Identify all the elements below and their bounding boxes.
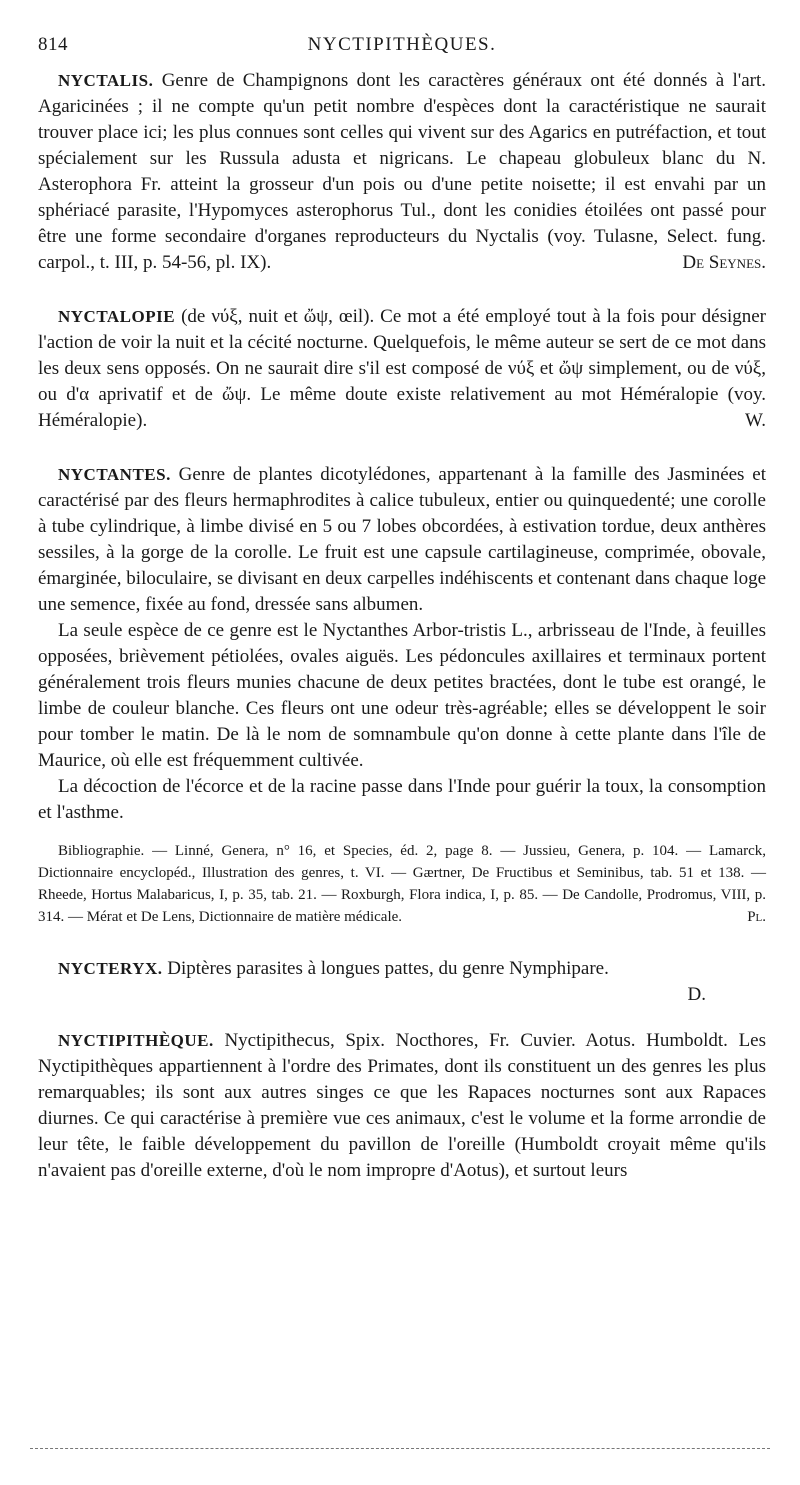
entry-text-nyctalis: Genre de Champignons dont les caractères généraux ont été donnés à l'art. Agaricinées ; il ne compte qu'un petit nombre d'espèces dont la caractéristique ne saurait trouver place ici; les plus connues sont celles qui vivent sur des Agarics en putréfaction, et tout spécialement sur les Russula adusta et nigricans. Le chapeau globuleux blanc du N. Asterophora Fr. atteint la grosseur d'un pois ou d'une petite noisette; il est envahi par un sphériacé parasite, l'Hypomyces asterophorus Tul., dont les conidies étoilées ont passé pour être une forme secondaire d'organes reproducteurs du Nyctalis (voy. Tulasne, Select. fung. carpol., t. III, p. 54-56, pl. IX). bbox=[38, 70, 766, 273]
headword-nyctipitheque: NYCTIPITHÈQUE. bbox=[58, 1031, 214, 1050]
footer-dotted-rule bbox=[30, 1448, 770, 1449]
headword-nyctalopie: NYCTALOPIE bbox=[58, 307, 176, 326]
running-title: NYCTIPITHÈQUES. bbox=[307, 34, 497, 55]
page-header bbox=[38, 30, 766, 60]
entry-nyctantes bbox=[38, 462, 766, 928]
entry-text-nyctalopie: (de νύξ, nuit et ὤψ, œil). Ce mot a été employé tout à la fois pour désigner l'action de voir la nuit et la cécité nocturne. Quelquefois, le même auteur se sert de ce mot dans les deux sens opposés. On ne saurait dire s'il est composé de νύξ et ὤψ simplement, ou de νύξ, ou d'α aprivatif et de ὤψ. Le même doute existe relativement au mot Héméralopie (voy. Héméralopie). bbox=[38, 306, 766, 431]
signature-nycteryx: D. bbox=[687, 984, 706, 1005]
entry-nycteryx bbox=[38, 956, 766, 1008]
signature-nyctantes: Pl. bbox=[747, 909, 766, 925]
entry-text-nyctipitheque: Nyctipithecus, Spix. Nocthores, Fr. Cuvier. Aotus. Humboldt. Les Nyctipithèques appartiennent à l'ordre des Primates, dont ils constituent un des genres les plus remarquables; ils sont aux autres singes ce que les Rapaces nocturnes sont aux Rapaces diurnes. Ce qui caractérise à première vue ces animaux, c'est le volume et la forme arrondie de leur tête, le faible développement du pavillon de l'oreille (Humboldt croyait même qu'ils n'avaient pas d'oreille externe, d'où le nom impropre d'Aotus), et surtout leurs bbox=[38, 1030, 767, 1181]
headword-nyctantes: NYCTANTES. bbox=[58, 465, 171, 484]
headword-nyctalis: NYCTALIS. bbox=[58, 71, 154, 90]
entry-nyctalis bbox=[38, 68, 766, 276]
entry-nyctalopie bbox=[38, 304, 766, 434]
page-number: 814 bbox=[38, 34, 68, 55]
signature-nyctalis: De Seynes. bbox=[682, 252, 766, 273]
signature-nyctalopie: W. bbox=[745, 410, 766, 431]
entry-nyctipitheque bbox=[38, 1028, 766, 1184]
entry-paragraph-nyctantes-3: La décoction de l'écorce et de la racine passe dans l'Inde pour guérir la toux, la consomption et l'asthme. bbox=[38, 776, 766, 823]
bibliography-nyctantes: Bibliographie. — Linné, Genera, n° 16, et Species, éd. 2, page 8. — Jussieu, Genera, p. 104. — Lamarck, Dictionnaire encyclopéd., Illustration des genres, t. VI. — Gærtner, De Fructibus et Seminibus, tab. 51 et 138. — Rheede, Hortus Malabaricus, I, p. 35, tab. 21. — Roxburgh, Flora indica, I, p. 85. — De Candolle, Prodromus, VIII, p. 314. — Mérat et De Lens, Dictionnaire de matière médicale. bbox=[38, 843, 766, 925]
page bbox=[38, 30, 766, 1184]
entry-text-nyctantes: Genre de plantes dicotylédones, appartenant à la famille des Jasminées et caractérisé par des fleurs hermaphrodites à calice tubuleux, entier ou quinquedenté; une corolle à tube cylindrique, à limbe divisé en 5 ou 7 lobes obcordées, à estivation tordue, deux anthères sessiles, à la gorge de la corolle. Le fruit est une capsule cartilagineuse, comprimée, obovale, émarginée, biloculaire, se divisant en deux carpelles indéhiscents et contenant dans chaque loge une semence, fixée au fond, dressée sans albumen. bbox=[38, 464, 766, 615]
headword-nycteryx: NYCTERYX. bbox=[58, 959, 163, 978]
entry-paragraph-nyctantes-2: La seule espèce de ce genre est le Nyctanthes Arbor-tristis L., arbrisseau de l'Inde, à feuilles opposées, brièvement pétiolées, ovales aiguës. Les pédoncules axillaires et terminaux portent généralement trois fleurs munies chacune de deux petites bractées, dont le tube est orangé, le limbe de couleur blanche. Ces fleurs ont une odeur très-agréable; elles se développent le soir pour tomber le matin. De là le nom de somnambule qu'on donne à cette plante dans l'île de Maurice, où elle est fréquemment cultivée. bbox=[38, 620, 766, 771]
entry-text-nycteryx: Diptères parasites à longues pattes, du genre Nymphipare. bbox=[167, 958, 609, 979]
